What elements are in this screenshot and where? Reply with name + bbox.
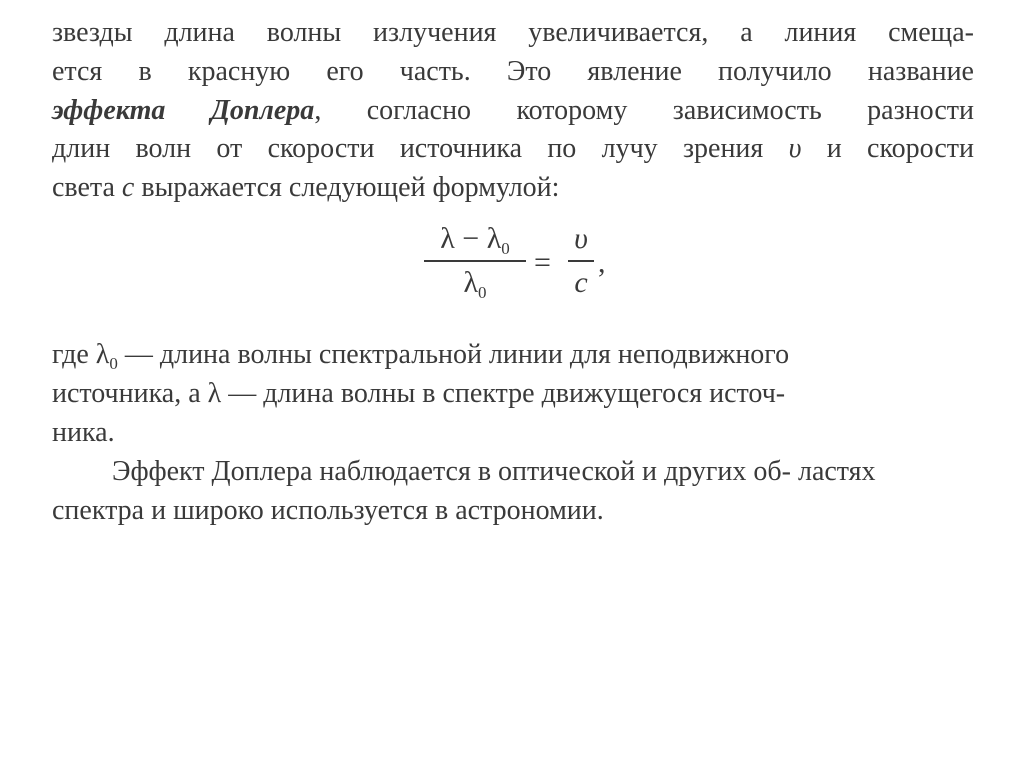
formula-lhs-fraction <box>424 222 526 300</box>
fraction-bar <box>568 260 594 262</box>
equals-sign: = <box>534 246 551 279</box>
text-span: где λ <box>52 339 110 370</box>
text-line <box>52 169 974 208</box>
paragraph-doppler-intro <box>52 14 974 208</box>
doppler-formula <box>420 222 620 302</box>
formula-denominator <box>424 266 526 300</box>
text-span: — длина волны спектральной линии для неподвижного <box>117 339 790 370</box>
denominator-subscript: 0 <box>478 283 487 302</box>
light-speed-symbol: c <box>121 172 135 204</box>
doppler-effect-term: эффекта Доплера <box>52 94 315 126</box>
formula-rhs-fraction <box>568 222 594 300</box>
text-line <box>52 456 791 487</box>
text-span: ника. <box>52 416 115 448</box>
text-span: Эффект Доплера наблюдается в оптической и других об- <box>112 456 791 487</box>
text-span: длин волн от скорости источника по лучу зрения <box>52 133 789 165</box>
formula-comma: , <box>598 246 606 279</box>
text-span: ется в красную его часть. Это явление получило название <box>52 55 974 87</box>
formula-numerator <box>424 222 526 256</box>
velocity-symbol: υ <box>788 133 802 165</box>
paragraph-definitions <box>52 336 974 452</box>
text-span: ластях спектра и широко используется в астрономии. <box>52 456 876 526</box>
text-span: света <box>52 172 122 204</box>
text-span: , согласно которому зависимость разности <box>314 94 974 126</box>
fraction-bar <box>424 260 526 262</box>
text-span: выражается следующей формулой: <box>134 172 560 204</box>
text-span: источника, а λ — длина волны в спектре движущегося источ- <box>52 377 786 409</box>
denominator-text: λ <box>463 266 479 299</box>
rhs-denominator: c <box>574 266 588 299</box>
rhs-numerator: υ <box>574 222 588 255</box>
text-span: звезды длина волны излучения увеличивается, а линия смеща- <box>52 17 974 48</box>
paragraph-doppler-usage <box>52 453 974 531</box>
numerator-subscript: 0 <box>501 239 510 258</box>
text-line <box>52 414 974 453</box>
text-span: и скорости <box>801 133 974 165</box>
text-line <box>52 336 974 375</box>
lambda-subscript: 0 <box>109 354 118 373</box>
text-line <box>52 130 974 169</box>
numerator-text: λ − λ <box>440 222 502 255</box>
text-line <box>52 53 974 92</box>
text-line <box>52 14 974 53</box>
text-line <box>52 92 974 131</box>
text-line <box>52 375 974 414</box>
